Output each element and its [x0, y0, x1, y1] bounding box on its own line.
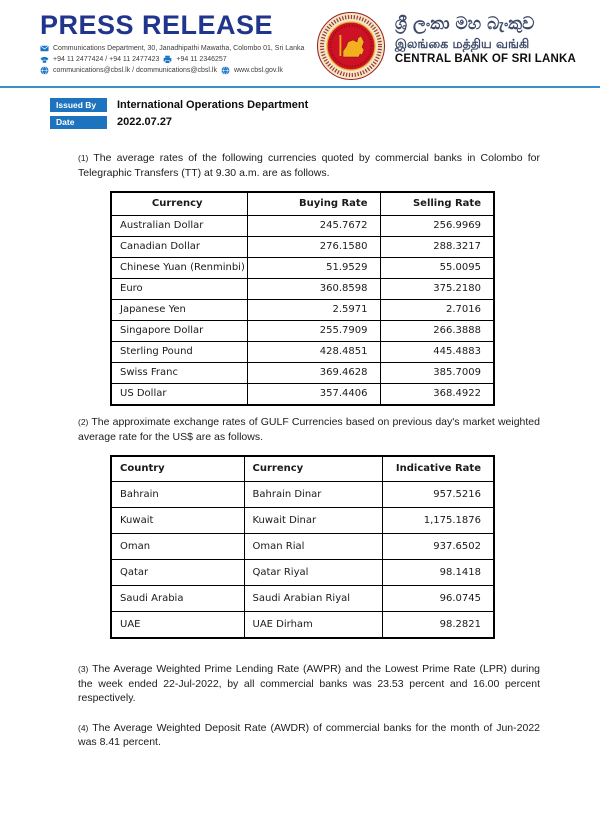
paragraph-2-marker: (2) [78, 417, 89, 427]
col-header-country: Country [111, 456, 244, 482]
bank-name-english: CENTRAL BANK OF SRI LANKA [394, 53, 576, 65]
country-cell: Saudi Arabia [111, 586, 244, 612]
currency-cell: Singapore Dollar [111, 321, 247, 342]
paragraph-3 [78, 662, 540, 706]
contact-phone-line [40, 54, 304, 65]
selling-rate-cell: 288.3217 [380, 237, 494, 258]
bank-name-tamil: இலங்கை மத்திய வங்கி [394, 36, 530, 51]
indicative-rate-cell: 1,175.1876 [382, 508, 494, 534]
table-row [111, 384, 494, 406]
currency-cell: Oman Rial [244, 534, 382, 560]
tt-rates-table [110, 191, 495, 406]
central-bank-seal [316, 11, 386, 81]
buying-rate-cell: 369.4628 [247, 363, 380, 384]
selling-rate-cell: 385.7009 [380, 363, 494, 384]
paragraph-4 [78, 721, 540, 750]
issued-by-row [50, 98, 600, 112]
contact-address: Communications Department, 30, Janadhipathi Mawatha, Colombo 01, Sri Lanka [53, 45, 305, 52]
currency-cell: Swiss Franc [111, 363, 247, 384]
table-row [111, 482, 494, 508]
contact-website: www.cbsl.gov.lk [234, 67, 283, 74]
selling-rate-cell: 445.4883 [380, 342, 494, 363]
table-row [111, 612, 494, 639]
currency-cell: Chinese Yuan (Renminbi) [111, 258, 247, 279]
country-cell: Bahrain [111, 482, 244, 508]
masthead [0, 0, 600, 86]
table-row [111, 560, 494, 586]
currency-cell: Euro [111, 279, 247, 300]
date-value: 2022.07.27 [117, 116, 173, 129]
issued-by-badge: Issued By [50, 98, 107, 112]
envelope-icon [40, 44, 49, 53]
contact-web-line [40, 65, 304, 76]
selling-rate-cell: 266.3888 [380, 321, 494, 342]
bank-name-block [395, 13, 576, 67]
buying-rate-cell: 428.4851 [247, 342, 380, 363]
paragraph-1 [78, 151, 540, 180]
col-header-indicative-rate: Indicative Rate [382, 456, 494, 482]
table-row [111, 342, 494, 363]
col-header-currency: Currency [244, 456, 382, 482]
buying-rate-cell: 245.7672 [247, 216, 380, 237]
header-divider [0, 86, 600, 88]
table-row [111, 300, 494, 321]
country-cell: Kuwait [111, 508, 244, 534]
table-row [111, 216, 494, 237]
buying-rate-cell: 51.9529 [247, 258, 380, 279]
col-header-currency: Currency [111, 192, 247, 216]
indicative-rate-cell: 98.2821 [382, 612, 494, 639]
currency-cell: Sterling Pound [111, 342, 247, 363]
currency-cell: Saudi Arabian Riyal [244, 586, 382, 612]
buying-rate-cell: 360.8598 [247, 279, 380, 300]
table-row [111, 508, 494, 534]
paragraph-4-marker: (4) [78, 722, 89, 733]
table-row [111, 258, 494, 279]
paragraph-1-text: The average rates of the following currencies quoted by commercial banks in Colombo for Telegraphic Transfers (TT) at 9.30 a.m. are as follows. [78, 152, 540, 179]
currency-cell: Kuwait Dinar [244, 508, 382, 534]
contact-address-line [40, 43, 304, 54]
table-row [111, 321, 494, 342]
date-row [50, 116, 600, 130]
paragraph-3-marker: (3) [78, 664, 89, 674]
contact-emails: communications@cbsl.lk / dcommunications@cbsl.lk [53, 67, 217, 74]
currency-cell: Japanese Yen [111, 300, 247, 321]
phone-icon [40, 55, 49, 64]
page-title: PRESS RELEASE [40, 10, 274, 40]
country-cell: Qatar [111, 560, 244, 586]
indicative-rate-cell: 96.0745 [382, 586, 494, 612]
table-header-row [111, 192, 494, 216]
meta-section [50, 98, 600, 129]
col-header-buying-rate: Buying Rate [247, 192, 380, 216]
indicative-rate-cell: 98.1418 [382, 560, 494, 586]
selling-rate-cell: 256.9969 [380, 216, 494, 237]
currency-cell: Bahrain Dinar [244, 482, 382, 508]
paragraph-4-text: The Average Weighted Deposit Rate (AWDR) of commercial banks for the month of Jun-2022 was 8.41 percent. [78, 721, 540, 748]
selling-rate-cell: 375.2180 [380, 279, 494, 300]
buying-rate-cell: 2.5971 [247, 300, 380, 321]
globe-icon [40, 66, 49, 75]
currency-cell: Australian Dollar [111, 216, 247, 237]
country-cell: UAE [111, 612, 244, 639]
buying-rate-cell: 276.1580 [247, 237, 380, 258]
table-row [111, 237, 494, 258]
currency-cell: UAE Dirham [244, 612, 382, 639]
paragraph-2-text: The approximate exchange rates of GULF Currencies based on previous day's market weighted average rate for the US$ are as follows. [78, 416, 540, 443]
selling-rate-cell: 368.4922 [380, 384, 494, 406]
table-header-row [111, 456, 494, 482]
gulf-rates-table [110, 455, 495, 639]
indicative-rate-cell: 957.5216 [382, 482, 494, 508]
contact-phones: +94 11 2477424 / +94 11 2477423 [53, 56, 160, 63]
fax-printer-icon [163, 55, 172, 64]
masthead-left [40, 11, 304, 76]
buying-rate-cell: 357.4406 [247, 384, 380, 406]
table-row [111, 586, 494, 612]
issued-by-value: International Operations Department [117, 98, 309, 111]
indicative-rate-cell: 937.6502 [382, 534, 494, 560]
bank-name-sinhala: ශ්‍රී ලංකා මහ බැංකුව [394, 14, 535, 34]
paragraph-3-text: The Average Weighted Prime Lending Rate (AWPR) and the Lowest Prime Rate (LPR) during the week ended 22-Jul-2022, by all commercial banks was 23.53 percent and 16.00 percent respectively. [78, 663, 541, 704]
currency-cell: Canadian Dollar [111, 237, 247, 258]
contact-block [40, 43, 304, 76]
table-row [111, 279, 494, 300]
currency-cell: Qatar Riyal [244, 560, 382, 586]
globe-icon [221, 66, 230, 75]
currency-cell: US Dollar [111, 384, 247, 406]
buying-rate-cell: 255.7909 [247, 321, 380, 342]
selling-rate-cell: 2.7016 [380, 300, 494, 321]
col-header-selling-rate: Selling Rate [380, 192, 494, 216]
paragraph-1-marker: (1) [78, 153, 89, 163]
table-row [111, 363, 494, 384]
table-row [111, 534, 494, 560]
paragraph-2 [78, 415, 540, 444]
date-badge: Date [50, 116, 107, 130]
document-body [0, 151, 600, 750]
contact-fax: +94 11 2346257 [176, 56, 227, 63]
masthead-right [316, 11, 576, 81]
country-cell: Oman [111, 534, 244, 560]
selling-rate-cell: 55.0095 [380, 258, 494, 279]
